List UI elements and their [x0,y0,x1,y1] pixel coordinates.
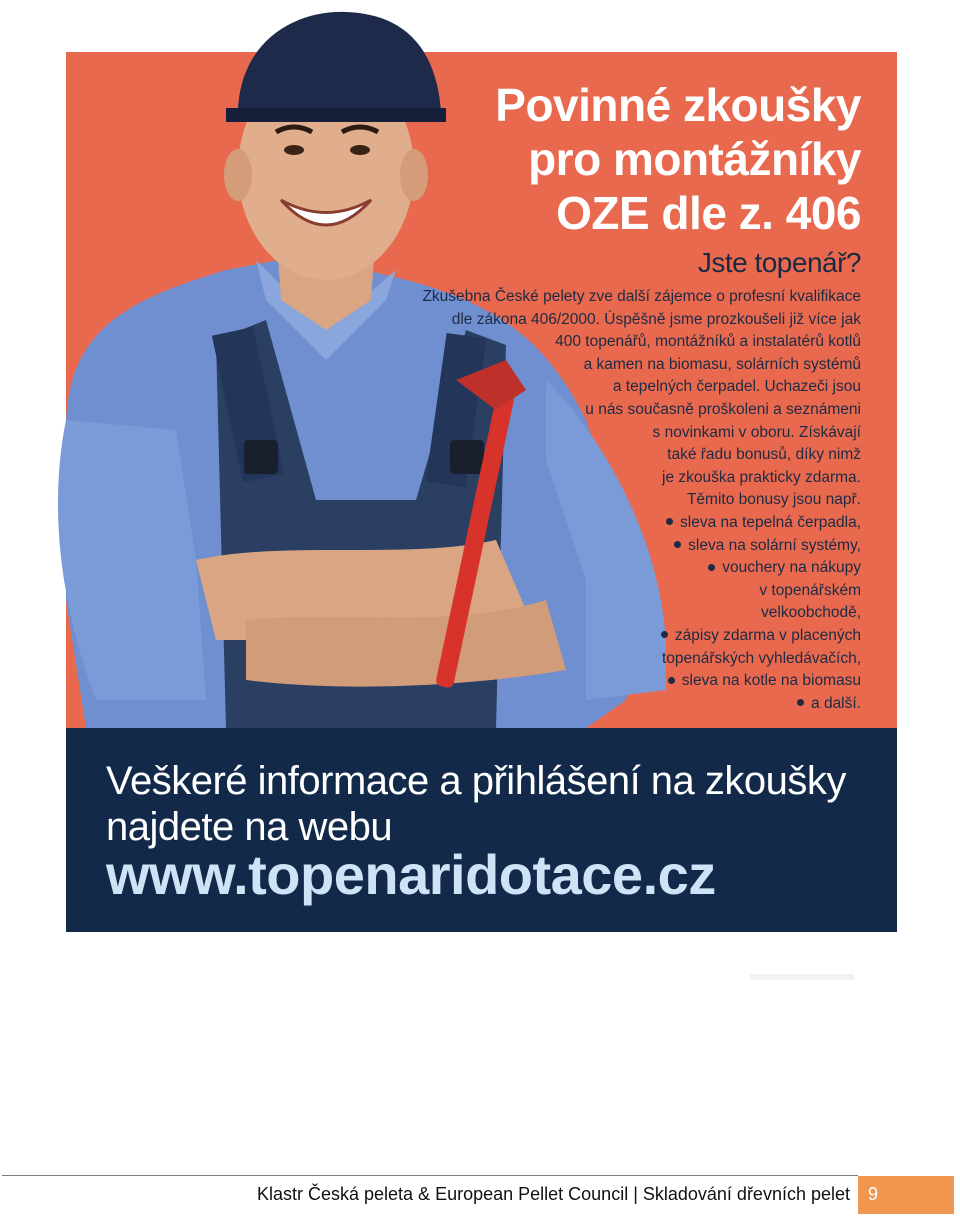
footer-divider [2,1175,858,1176]
bullet-icon [797,699,804,706]
bullet-item: sleva na tepelná čerpadla, [381,512,861,535]
body-line: také řadu bonusů, díky nimž [667,446,861,464]
body-line: je zkouška prakticky zdarma. [662,468,861,486]
body-line: dle zákona 406/2000. Úspěšně jsme prozkoušeli již více jak [451,310,861,328]
advertisement [66,52,897,932]
page-number: 9 [868,1184,879,1204]
ad-subhead: Jste topenář? [697,247,861,278]
bullet-item: sleva na solární systémy, [381,535,861,558]
info-line: Veškeré informace a přihlášení na zkoušky [106,759,846,803]
body-line: 400 topenářů, montážníků a instalatérů kotlů [555,333,861,351]
bullet-continuation: v topenářském [759,581,861,599]
info-line: najdete na webu [106,805,393,849]
footer-text: Klastr Česká peleta & European Pellet Council | Skladování dřevních pelet [256,1184,850,1204]
bullet-icon [666,518,673,525]
ad-info [106,758,846,850]
headline-line: OZE dle z. 406 [556,187,861,239]
headline-line: pro montážníky [528,133,861,185]
bullet-item: vouchery na nákupy [381,557,861,580]
bullet-continuation: topenářských vyhledávačích, [661,649,861,667]
bullet-item: zápisy zdarma v placených [381,625,861,648]
bullet-continuation: velkoobchodě, [761,604,861,622]
body-line: Zkušebna České pelety zve další zájemce o profesní kvalifikace [422,288,861,305]
bullet-icon [668,677,675,684]
bullet-icon [674,541,681,548]
headline-line: Povinné zkoušky [495,79,861,131]
bullet-item: a další. [381,693,861,716]
bullet-item: sleva na kotle na biomasu [381,670,861,693]
ad-body [381,286,861,715]
faint-watermark [750,968,854,986]
ad-headline [495,78,861,240]
ad-url: www.topenaridotace.cz [106,843,716,906]
body-line: s novinkami v oboru. Získávají [652,423,861,441]
body-line: Těmito bonusy jsou např. [686,491,861,509]
body-line: a kamen na biomasu, solárních systémů [583,355,861,373]
body-line: u nás současně proškoleni a seznámeni [585,400,861,418]
body-line: a tepelných čerpadel. Uchazeči jsou [612,378,861,396]
bullet-icon [708,564,715,571]
page-number-box [858,1176,954,1214]
bullet-icon [661,631,668,638]
